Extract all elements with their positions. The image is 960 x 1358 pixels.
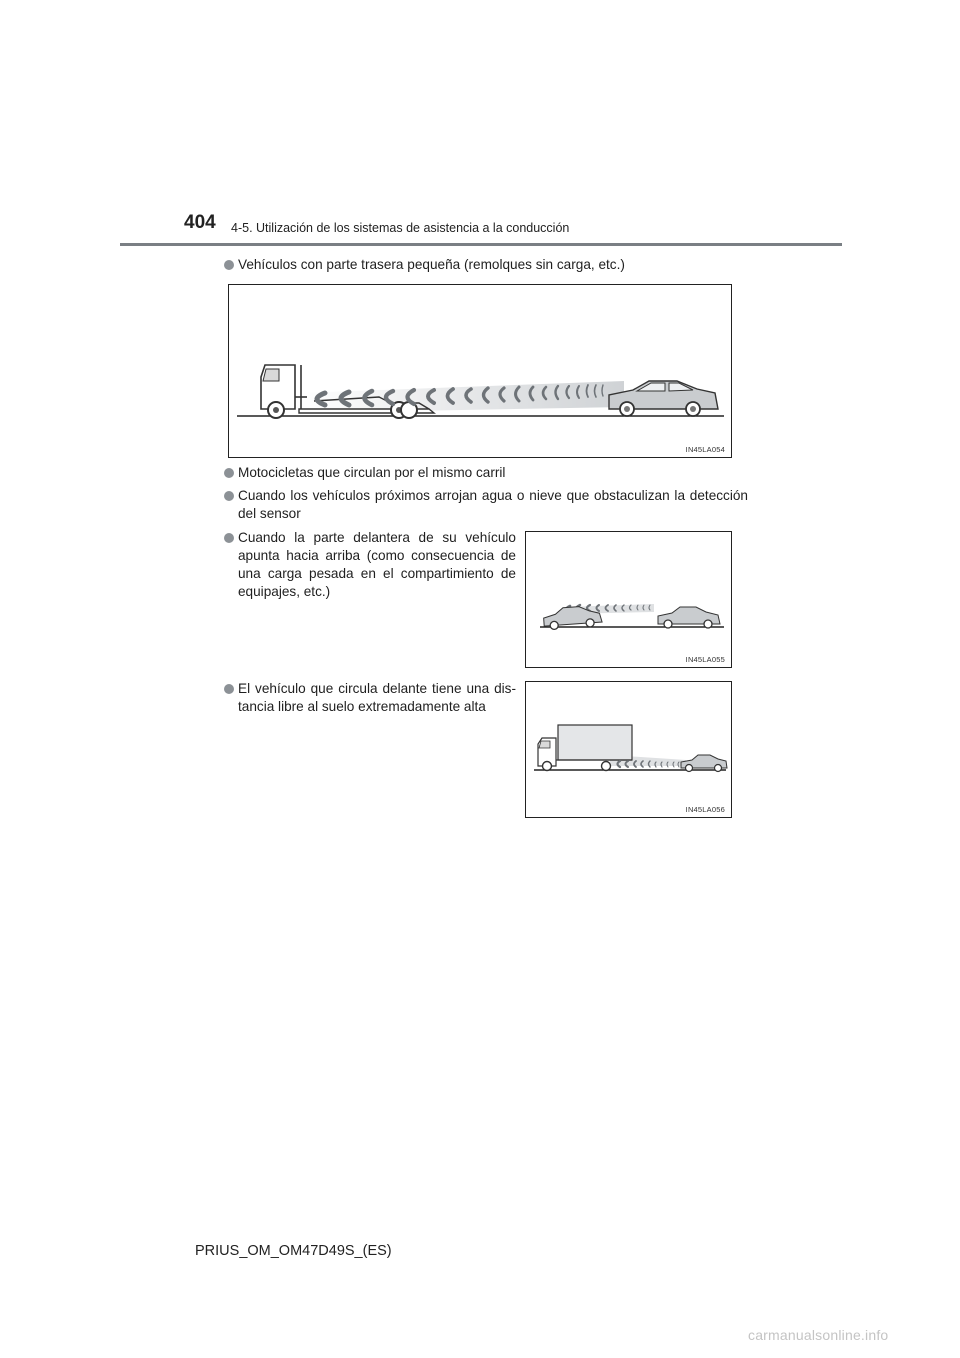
- car-icon: [609, 381, 718, 416]
- figure-code: IN45LA054: [685, 445, 725, 454]
- manual-code: PRIUS_OM_OM47D49S_(ES): [195, 1243, 392, 1259]
- bullet-dot-icon: [224, 533, 234, 543]
- list-item: El vehículo que circula delante tiene una dis-tancia libre al suelo extremadamente alta: [224, 680, 516, 716]
- radar-beam: [299, 381, 624, 413]
- figure-code: IN45LA055: [685, 655, 725, 664]
- figure-trailer-radar: [228, 284, 732, 458]
- bullet-dot-icon: [224, 260, 234, 270]
- car-icon: [681, 755, 727, 772]
- bullet-dot-icon: [224, 491, 234, 501]
- figure-high-clearance: [525, 681, 732, 818]
- figure-raised-front: [525, 531, 732, 668]
- section-title: 4-5. Utilización de los sistemas de asistencia a la conducción: [231, 221, 570, 235]
- high-clearance-illustration: [526, 682, 733, 819]
- list-item: Vehículos con parte trasera pequeña (remolques sin carga, etc.): [224, 256, 744, 274]
- list-item: Cuando la parte delantera de su vehículo apunta hacia arriba (como consecuencia de una carga pesada en el compartimiento de equipajes, etc.): [224, 529, 516, 601]
- raised-front-illustration: [526, 532, 733, 669]
- trailer-radar-illustration: [229, 285, 733, 459]
- figure-code: IN45LA056: [685, 805, 725, 814]
- car-icon: [658, 607, 720, 628]
- page-number: 404: [184, 212, 216, 233]
- header-divider: [120, 243, 842, 246]
- list-item: Cuando los vehículos próximos arrojan agua o nieve que obstaculizan la detección del sensor: [224, 487, 748, 523]
- bullet-dot-icon: [224, 684, 234, 694]
- bullet-dot-icon: [224, 468, 234, 478]
- watermark: carmanualsonline.info: [748, 1327, 889, 1343]
- list-item: Motocicletas que circulan por el mismo carril: [224, 464, 744, 482]
